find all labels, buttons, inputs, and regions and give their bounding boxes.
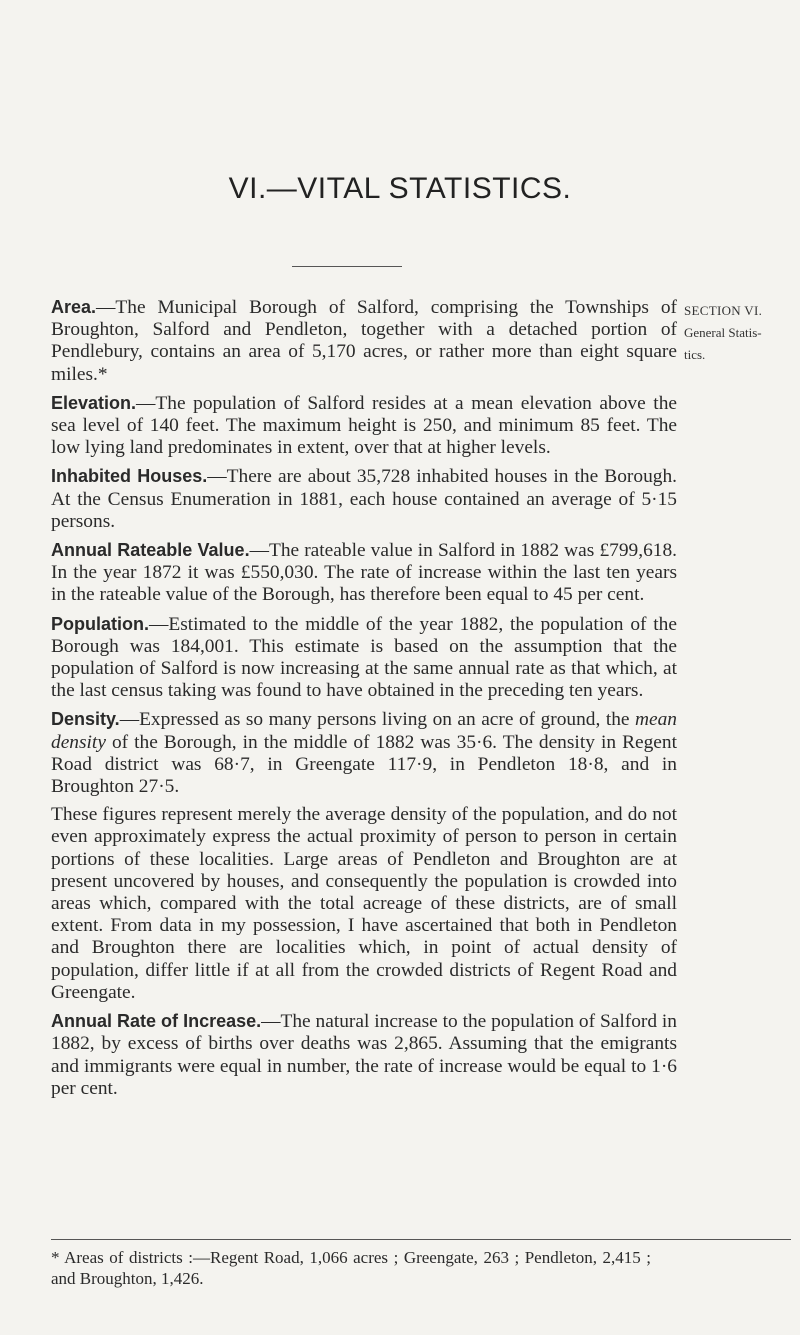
text-increase: —The natural increase to the population of Salford in 1882, by excess of births over deaths was 2,865. Assuming that the emigrants and immigrants were equal in number, the rate of increase would be equal to 1·6 per cent.	[51, 1011, 677, 1099]
body-text	[51, 296, 677, 1106]
text-houses: —There are about 35,728 inhabited houses in the Borough. At the Census Enumeration in 1881, each house contained an average of 5·15 persons.	[51, 466, 677, 532]
margin-note	[684, 300, 796, 366]
footnote-divider	[51, 1239, 791, 1240]
paragraph-increase	[51, 1010, 677, 1100]
paragraph-rateable	[51, 539, 677, 607]
heading-population: Population.	[51, 613, 149, 634]
text-elevation: —The population of Salford resides at a mean elevation above the sea level of 140 feet. The maximum height is 250, and minimum 85 feet. The low lying land predominates in extent, over that at higher levels.	[51, 392, 677, 459]
paragraph-elevation	[51, 392, 677, 460]
text-population: —Estimated to the middle of the year 1882, the population of the Borough was 184,001. This estimate is based on the assumption that the population of Salford is now increasing at the same annual rate as that which, at the last census taking was found to have obtained in the preceding ten years.	[51, 613, 677, 702]
text-density-b: of the Borough, in the middle of 1882 was 35·6. The density in Regent Road district was 68·7, in Greengate 117·9, in Pendleton 18·8, and in Broughton 27·5.	[51, 731, 677, 798]
text-density-a: —Expressed as so many persons living on an acre of ground, the	[119, 709, 635, 731]
paragraph-density-note	[51, 804, 677, 1004]
title-divider	[292, 266, 402, 267]
paragraph-density	[51, 708, 677, 798]
paragraph-area	[51, 296, 677, 386]
text-area: —The Municipal Borough of Salford, comprising the Townships of Broughton, Salford and Pendleton, together with a detached portion of Pendlebury, contains an area of 5,170 acres, or rather more than eight square miles.*	[51, 297, 677, 385]
heading-houses: Inhabited Houses.	[51, 466, 208, 487]
paragraph-houses	[51, 465, 677, 533]
heading-rateable: Annual Rateable Value.	[51, 540, 250, 561]
heading-density: Density.	[51, 709, 120, 730]
paragraph-population	[51, 613, 677, 703]
heading-elevation: Elevation.	[51, 392, 137, 413]
text-density-note: These figures represent merely the average density of the population, and do not even approximately express the actual proximity of person to person in certain portions of these localities. Large areas of Pendleton and Broughton are at present uncovered by houses, and consequently the population is crowded into areas which, compared with the total acreage of these districts, are of small extent. From data in my possession, I have ascertained that both in Pendleton and Broughton there are localities which, in point of actual density of population, differ little if at all from the crowded districts of Regent Road and Greengate.	[51, 804, 677, 1003]
margin-subject-line-2: tics.	[684, 347, 706, 362]
text-density-emphasis: mean density	[51, 709, 677, 753]
heading-increase: Annual Rate of Increase.	[51, 1011, 262, 1032]
text-rateable: —The rateable value in Salford in 1882 was £799,618. In the year 1872 it was £550,030. The rate of increase within the last ten years in the rateable value of the Borough, has therefore been equal to 45 per cent.	[51, 540, 678, 606]
heading-area: Area.	[51, 297, 97, 317]
footnote: * Areas of districts :—Regent Road, 1,066 acres ; Greengate, 263 ; Pendleton, 2,415 ; and Broughton, 1,426.	[51, 1248, 651, 1288]
margin-subject-line-1: General Statis-	[684, 325, 762, 340]
page-title: VI.—VITAL STATISTICS.	[228, 172, 572, 205]
margin-section-label: SECTION VI.	[684, 303, 763, 318]
